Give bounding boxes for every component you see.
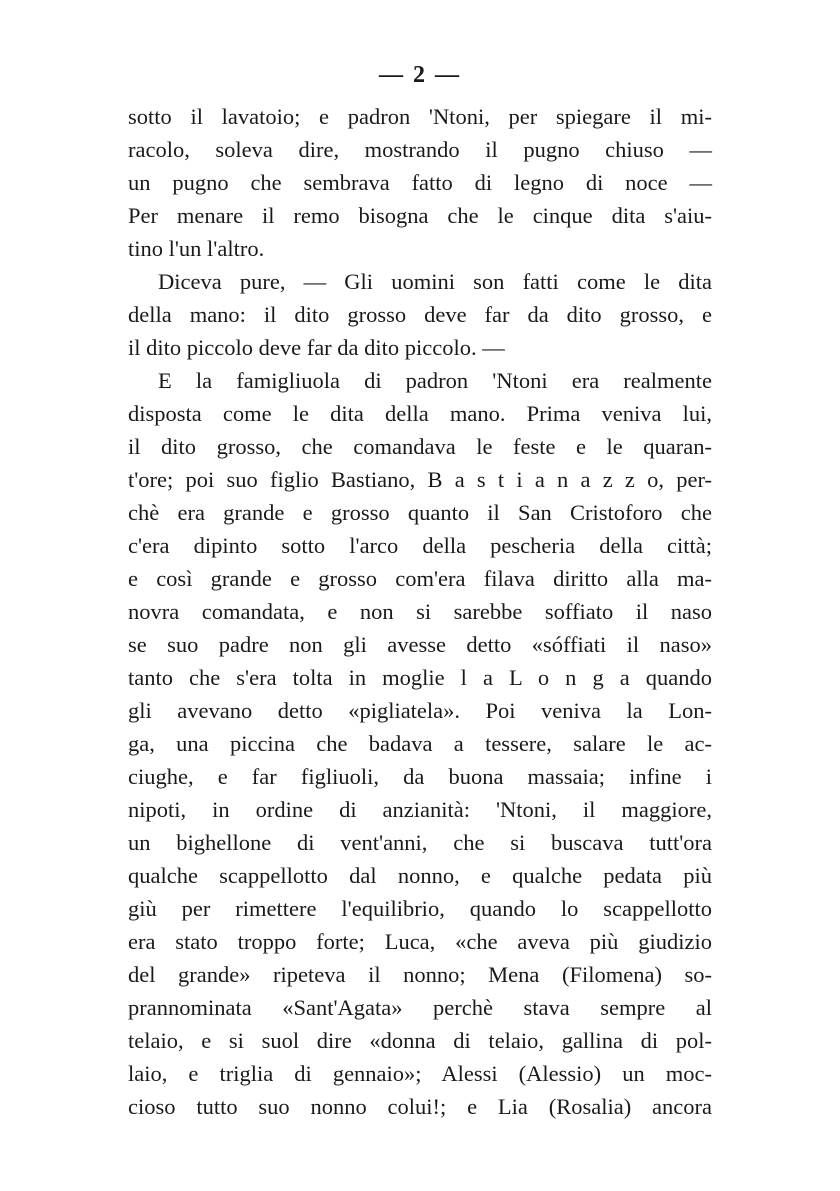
text-line: novra comandata, e non si sarebbe soffiato il naso — [128, 599, 712, 624]
text-line: gli avevano detto «pigliatela». Poi veniva la Lon- — [128, 698, 712, 723]
text-line: tino l'un l'altro. — [128, 236, 265, 261]
paragraph — [128, 364, 712, 1123]
text-line: telaio, e si suol dire «donna di telaio, gallina di pol- — [128, 1028, 712, 1053]
text-line: Diceva pure, — Gli uomini son fatti come le dita — [158, 269, 712, 294]
text-line: t'ore; poi suo figlio Bastiano, B a s t i a n a z z o, per- — [128, 467, 712, 492]
text-line: era stato troppo forte; Luca, «che aveva più giudizio — [128, 929, 712, 954]
text-line: un pugno che sembrava fatto di legno di noce — — [128, 170, 712, 195]
text-line: ga, una piccina che badava a tessere, salare le ac- — [128, 731, 712, 756]
text-line: e così grande e grosso com'era filava diritto alla ma- — [128, 566, 712, 591]
text-line: ciughe, e far figliuoli, da buona massaia; infine i — [128, 764, 712, 789]
text-line: qualche scappellotto dal nonno, e qualche pedata più — [128, 863, 712, 888]
text-line: laio, e triglia di gennaio»; Alessi (Alessio) un moc- — [128, 1061, 712, 1086]
paragraph — [128, 100, 712, 265]
text-line: il dito piccolo deve far da dito piccolo. — — [128, 335, 505, 360]
text-line: nipoti, in ordine di anzianità: 'Ntoni, il maggiore, — [128, 797, 712, 822]
paragraph — [128, 265, 712, 364]
text-line: giù per rimettere l'equilibrio, quando lo scappellotto — [128, 896, 712, 921]
text-line: prannominata «Sant'Agata» perchè stava sempre al — [128, 995, 712, 1020]
text-line: della mano: il dito grosso deve far da dito grosso, e — [128, 302, 712, 327]
text-line: tanto che s'era tolta in moglie l a L o n g a quando — [128, 665, 712, 690]
text-line: E la famigliuola di padron 'Ntoni era realmente — [158, 368, 712, 393]
text-line: se suo padre non gli avesse detto «sóffiati il naso» — [128, 632, 712, 657]
text-line: il dito grosso, che comandava le feste e le quaran- — [128, 434, 712, 459]
text-line: Per menare il remo bisogna che le cinque dita s'aiu- — [128, 203, 712, 228]
text-line: c'era dipinto sotto l'arco della pescheria della città; — [128, 533, 712, 558]
text-line: un bighellone di vent'anni, che si buscava tutt'ora — [128, 830, 712, 855]
page-number: — 2 — — [379, 62, 461, 88]
text-line: sotto il lavatoio; e padron 'Ntoni, per spiegare il mi- — [128, 104, 712, 129]
text-line: cioso tutto suo nonno colui!; e Lia (Rosalia) ancora — [128, 1094, 712, 1119]
text-line: racolo, soleva dire, mostrando il pugno chiuso — — [128, 137, 712, 162]
body-text — [128, 100, 712, 1123]
text-line: del grande» ripeteva il nonno; Mena (Filomena) so- — [128, 962, 712, 987]
text-line: disposta come le dita della mano. Prima veniva lui, — [128, 401, 712, 426]
text-line: chè era grande e grosso quanto il San Cristoforo che — [128, 500, 712, 525]
